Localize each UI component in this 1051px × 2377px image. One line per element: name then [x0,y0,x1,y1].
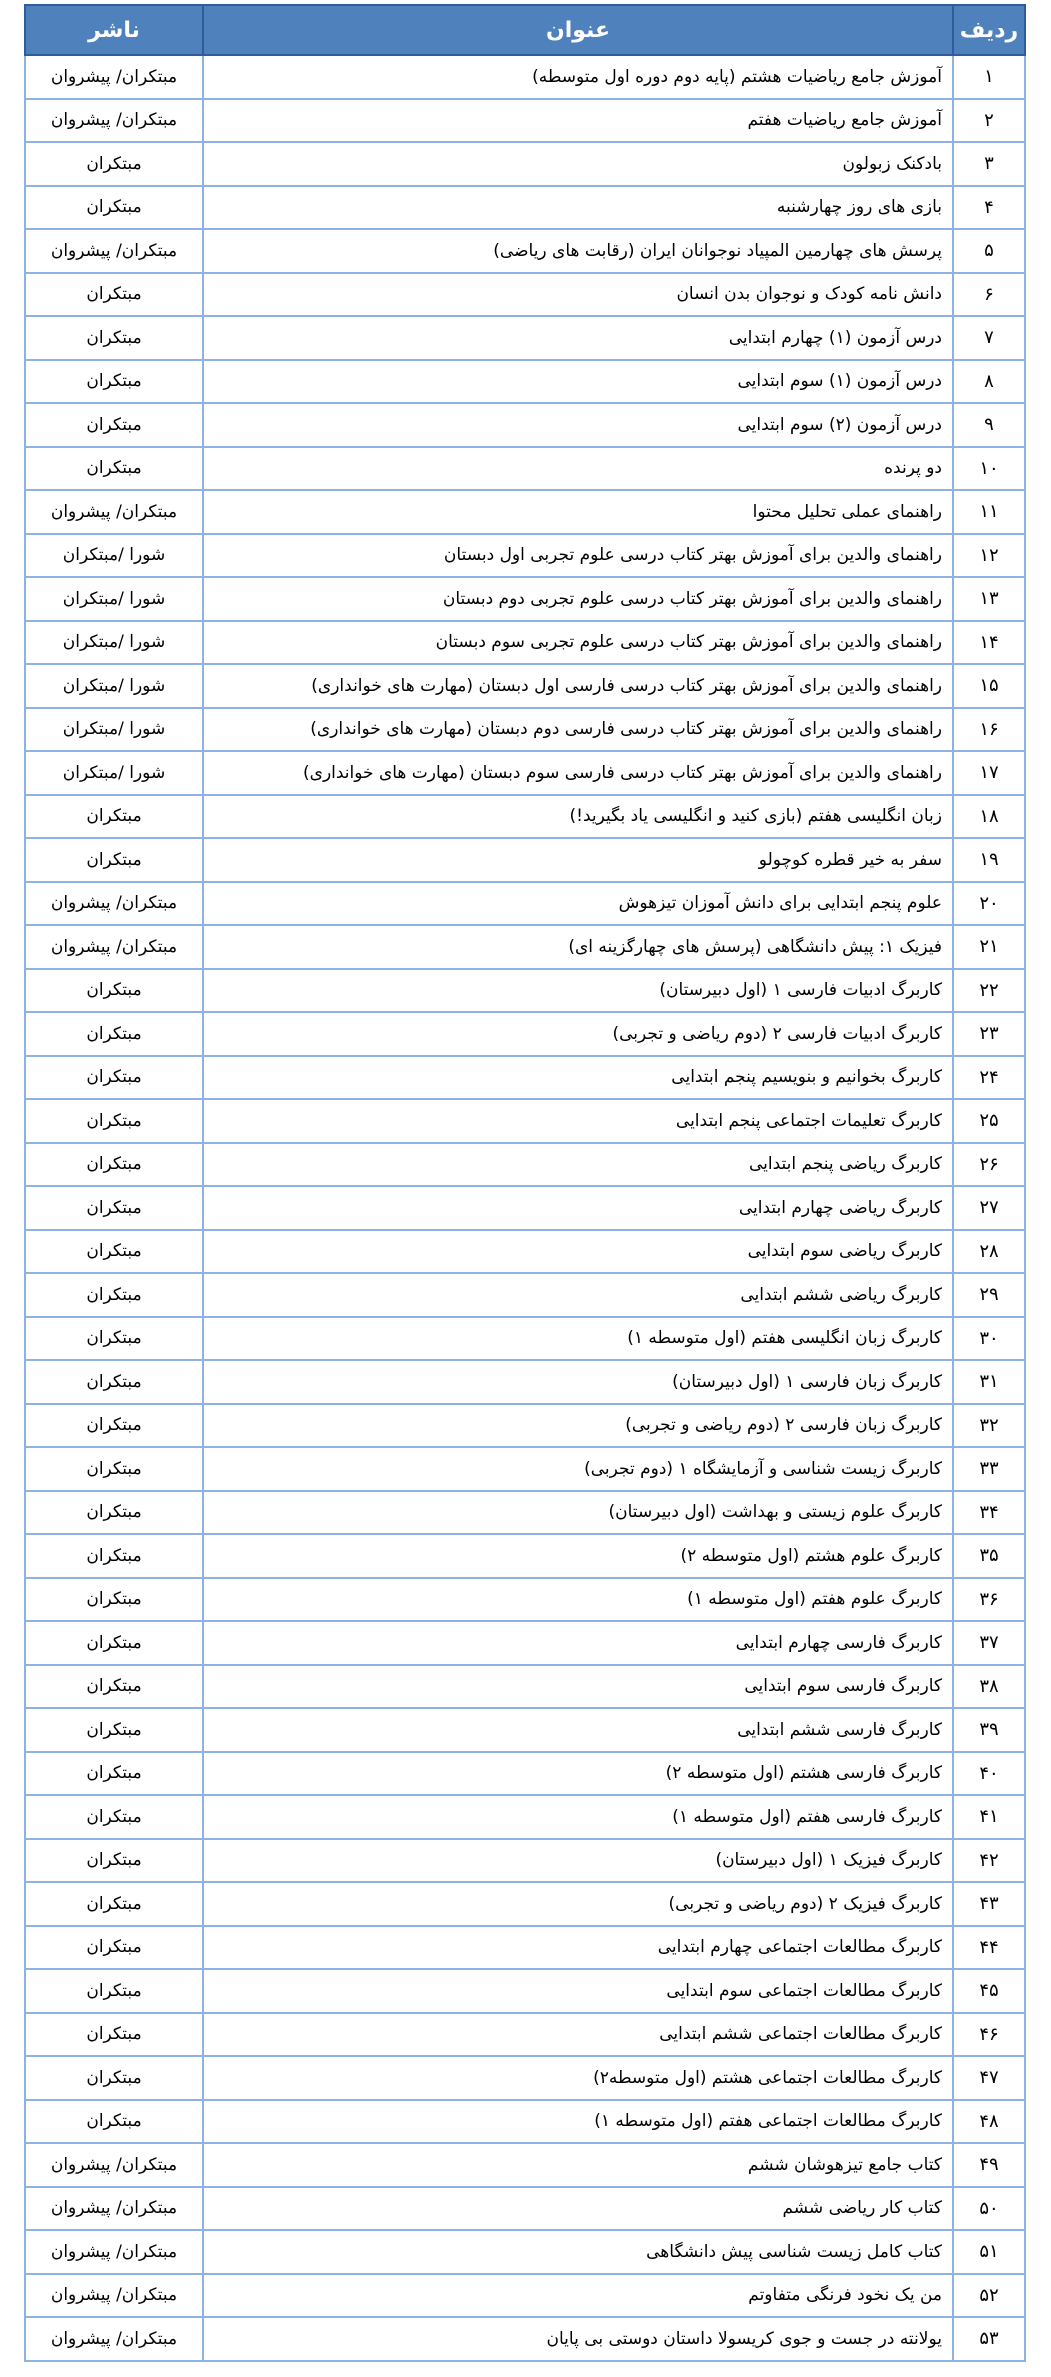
table-row [25,1578,1025,1622]
publisher-cell: مبتکران [25,316,203,360]
book-list-table-container [26,4,1026,2362]
row-number-cell: ۷ [953,316,1025,360]
publisher-cell: مبتکران [25,2056,203,2100]
publisher-cell: مبتکران [25,1708,203,1752]
row-number-cell: ۲ [953,99,1025,143]
row-number-cell: ۱۳ [953,577,1025,621]
publisher-cell: مبتکران/ پیشروان [25,2230,203,2274]
table-row [25,1186,1025,1230]
table-row [25,55,1025,99]
title-cell: کتاب کار ریاضی ششم [203,2187,953,2231]
publisher-cell: مبتکران [25,1143,203,1187]
title-cell: آموزش جامع ریاضیات هفتم [203,99,953,143]
title-cell: کاربرگ ادبیات فارسی ۲ (دوم ریاضی و تجربی) [203,1012,953,1056]
table-row [25,1708,1025,1752]
publisher-cell: مبتکران/ پیشروان [25,229,203,273]
table-row [25,1621,1025,1665]
title-cell: کاربرگ ادبیات فارسی ۱ (اول دبیرستان) [203,969,953,1013]
publisher-cell: شورا /مبتکران [25,621,203,665]
table-row [25,1752,1025,1796]
table-row [25,1012,1025,1056]
row-number-cell: ۲۹ [953,1273,1025,1317]
title-cell: راهنمای والدین برای آموزش بهتر کتاب درسی فارسی سوم دبستان (مهارت های خوانداری) [203,751,953,795]
table-row [25,577,1025,621]
row-number-cell: ۱۵ [953,664,1025,708]
title-cell: بادکنک زبولون [203,142,953,186]
row-number-cell: ۳۲ [953,1404,1025,1448]
table-row [25,316,1025,360]
publisher-cell: مبتکران [25,1056,203,1100]
table-row [25,751,1025,795]
publisher-cell: مبتکران [25,795,203,839]
publisher-cell: مبتکران [25,1752,203,1796]
publisher-cell: مبتکران [25,1099,203,1143]
title-cell: فیزیک ۱: پیش دانشگاهی (پرسش های چهارگزینه ای) [203,925,953,969]
row-number-cell: ۴۴ [953,1926,1025,1970]
row-number-cell: ۶ [953,273,1025,317]
publisher-cell: مبتکران/ پیشروان [25,2274,203,2318]
table-row [25,1534,1025,1578]
table-row [25,1926,1025,1970]
title-cell: کاربرگ تعلیمات اجتماعی پنجم ابتدایی [203,1099,953,1143]
publisher-cell: مبتکران [25,1926,203,1970]
table-body [25,55,1025,2361]
publisher-cell: مبتکران [25,1795,203,1839]
title-cell: کاربرگ ریاضی پنجم ابتدایی [203,1143,953,1187]
table-row [25,2230,1025,2274]
publisher-cell: مبتکران [25,1186,203,1230]
title-cell: کاربرگ مطالعات اجتماعی چهارم ابتدایی [203,1926,953,1970]
title-cell: راهنمای والدین برای آموزش بهتر کتاب درسی فارسی دوم دبستان (مهارت های خوانداری) [203,708,953,752]
publisher-cell: مبتکران/ پیشروان [25,2187,203,2231]
table-row [25,490,1025,534]
title-cell: کاربرگ مطالعات اجتماعی هفتم (اول متوسطه ۱) [203,2100,953,2144]
title-cell: آموزش جامع ریاضیات هشتم (پایه دوم دوره اول متوسطه) [203,55,953,99]
title-cell: بازی های روز چهارشنبه [203,186,953,230]
row-number-cell: ۲۵ [953,1099,1025,1143]
table-row [25,2056,1025,2100]
row-number-cell: ۳۳ [953,1447,1025,1491]
row-number-cell: ۴۱ [953,1795,1025,1839]
row-number-cell: ۱۸ [953,795,1025,839]
row-number-cell: ۵۲ [953,2274,1025,2318]
row-number-cell: ۲۰ [953,882,1025,926]
publisher-cell: شورا /مبتکران [25,751,203,795]
publisher-cell: شورا /مبتکران [25,534,203,578]
table-row [25,1839,1025,1883]
row-number-cell: ۴۶ [953,2013,1025,2057]
table-row [25,882,1025,926]
table-row [25,1795,1025,1839]
header-title: عنوان [203,5,953,55]
row-number-cell: ۳۶ [953,1578,1025,1622]
title-cell: کاربرگ مطالعات اجتماعی سوم ابتدایی [203,1969,953,2013]
book-list-table [24,4,1026,2362]
title-cell: من یک نخود فرنگی متفاوتم [203,2274,953,2318]
row-number-cell: ۵۱ [953,2230,1025,2274]
row-number-cell: ۵۳ [953,2317,1025,2361]
row-number-cell: ۳ [953,142,1025,186]
table-row [25,534,1025,578]
title-cell: درس آزمون (۱) چهارم ابتدایی [203,316,953,360]
row-number-cell: ۲۶ [953,1143,1025,1187]
table-row [25,1360,1025,1404]
publisher-cell: مبتکران [25,1404,203,1448]
table-row [25,1404,1025,1448]
publisher-cell: شورا /مبتکران [25,577,203,621]
publisher-cell: مبتکران/ پیشروان [25,490,203,534]
row-number-cell: ۲۸ [953,1230,1025,1274]
publisher-cell: مبتکران [25,1273,203,1317]
row-number-cell: ۴۰ [953,1752,1025,1796]
publisher-cell: مبتکران [25,1621,203,1665]
title-cell: راهنمای والدین برای آموزش بهتر کتاب درسی فارسی اول دبستان (مهارت های خوانداری) [203,664,953,708]
title-cell: دو پرنده [203,447,953,491]
row-number-cell: ۵ [953,229,1025,273]
table-row [25,2274,1025,2318]
table-row [25,1273,1025,1317]
title-cell: راهنمای عملی تحلیل محتوا [203,490,953,534]
publisher-cell: مبتکران [25,447,203,491]
title-cell: کاربرگ فارسی سوم ابتدایی [203,1665,953,1709]
publisher-cell: مبتکران/ پیشروان [25,2143,203,2187]
title-cell: کاربرگ مطالعات اجتماعی ششم ابتدایی [203,2013,953,2057]
publisher-cell: مبتکران [25,273,203,317]
row-number-cell: ۹ [953,403,1025,447]
row-number-cell: ۳۷ [953,1621,1025,1665]
table-header-row [25,5,1025,55]
row-number-cell: ۱۷ [953,751,1025,795]
table-row [25,2143,1025,2187]
row-number-cell: ۸ [953,360,1025,404]
row-number-cell: ۱۹ [953,838,1025,882]
title-cell: کاربرگ بخوانیم و بنویسیم پنجم ابتدایی [203,1056,953,1100]
row-number-cell: ۳۱ [953,1360,1025,1404]
title-cell: کتاب کامل زیست شناسی پیش دانشگاهی [203,2230,953,2274]
publisher-cell: مبتکران [25,403,203,447]
row-number-cell: ۳۰ [953,1317,1025,1361]
table-row [25,795,1025,839]
title-cell: کاربرگ فارسی ششم ابتدایی [203,1708,953,1752]
title-cell: کاربرگ زبان فارسی ۱ (اول دبیرستان) [203,1360,953,1404]
publisher-cell: مبتکران [25,1012,203,1056]
publisher-cell: مبتکران [25,1578,203,1622]
row-number-cell: ۲۲ [953,969,1025,1013]
title-cell: زبان انگلیسی هفتم (بازی کنید و انگلیسی یاد بگیرید!) [203,795,953,839]
row-number-cell: ۲۳ [953,1012,1025,1056]
row-number-cell: ۱۶ [953,708,1025,752]
row-number-cell: ۲۴ [953,1056,1025,1100]
title-cell: کاربرگ مطالعات اجتماعی هشتم (اول متوسطه۲) [203,2056,953,2100]
table-row [25,1882,1025,1926]
table-row [25,1143,1025,1187]
row-number-cell: ۴۸ [953,2100,1025,2144]
publisher-cell: مبتکران [25,1317,203,1361]
publisher-cell: مبتکران [25,969,203,1013]
publisher-cell: مبتکران [25,1882,203,1926]
table-row [25,403,1025,447]
title-cell: راهنمای والدین برای آموزش بهتر کتاب درسی علوم تجربی سوم دبستان [203,621,953,665]
row-number-cell: ۴۲ [953,1839,1025,1883]
title-cell: کاربرگ فیزیک ۱ (اول دبیرستان) [203,1839,953,1883]
publisher-cell: مبتکران [25,1534,203,1578]
table-row [25,2317,1025,2361]
row-number-cell: ۴۵ [953,1969,1025,2013]
row-number-cell: ۲۱ [953,925,1025,969]
row-number-cell: ۵۰ [953,2187,1025,2231]
header-publisher: ناشر [25,5,203,55]
title-cell: کتاب جامع تیزهوشان ششم [203,2143,953,2187]
publisher-cell: مبتکران/ پیشروان [25,99,203,143]
row-number-cell: ۴۳ [953,1882,1025,1926]
publisher-cell: مبتکران [25,1230,203,1274]
table-row [25,1969,1025,2013]
publisher-cell: مبتکران [25,142,203,186]
publisher-cell: مبتکران/ پیشروان [25,55,203,99]
table-row [25,2100,1025,2144]
row-number-cell: ۱۱ [953,490,1025,534]
title-cell: راهنمای والدین برای آموزش بهتر کتاب درسی علوم تجربی اول دبستان [203,534,953,578]
table-row [25,925,1025,969]
title-cell: کاربرگ فارسی هشتم (اول متوسطه ۲) [203,1752,953,1796]
table-row [25,273,1025,317]
table-row [25,1447,1025,1491]
publisher-cell: شورا /مبتکران [25,664,203,708]
row-number-cell: ۱۰ [953,447,1025,491]
header-row-number: ردیف [953,5,1025,55]
table-row [25,1230,1025,1274]
publisher-cell: مبتکران/ پیشروان [25,2317,203,2361]
publisher-cell: مبتکران [25,1447,203,1491]
table-row [25,664,1025,708]
table-row [25,447,1025,491]
publisher-cell: مبتکران [25,838,203,882]
title-cell: کاربرگ فارسی چهارم ابتدایی [203,1621,953,1665]
table-row [25,1665,1025,1709]
title-cell: کاربرگ علوم زیستی و بهداشت (اول دبیرستان) [203,1491,953,1535]
row-number-cell: ۳۵ [953,1534,1025,1578]
publisher-cell: مبتکران [25,1360,203,1404]
table-row [25,2013,1025,2057]
row-number-cell: ۳۹ [953,1708,1025,1752]
title-cell: درس آزمون (۲) سوم ابتدایی [203,403,953,447]
publisher-cell: مبتکران/ پیشروان [25,925,203,969]
row-number-cell: ۲۷ [953,1186,1025,1230]
table-row [25,360,1025,404]
title-cell: درس آزمون (۱) سوم ابتدایی [203,360,953,404]
title-cell: علوم پنجم ابتدایی برای دانش آموزان تیزهوش [203,882,953,926]
title-cell: کاربرگ ریاضی ششم ابتدایی [203,1273,953,1317]
publisher-cell: مبتکران [25,2013,203,2057]
table-row [25,229,1025,273]
row-number-cell: ۴۷ [953,2056,1025,2100]
row-number-cell: ۱۲ [953,534,1025,578]
row-number-cell: ۴۹ [953,2143,1025,2187]
title-cell: کاربرگ ریاضی سوم ابتدایی [203,1230,953,1274]
title-cell: پرسش های چهارمین المپیاد نوجوانان ایران (رقابت های ریاضی) [203,229,953,273]
title-cell: کاربرگ فیزیک ۲ (دوم ریاضی و تجربی) [203,1882,953,1926]
title-cell: کاربرگ ریاضی چهارم ابتدایی [203,1186,953,1230]
table-row [25,1491,1025,1535]
table-row [25,142,1025,186]
publisher-cell: مبتکران [25,1839,203,1883]
publisher-cell: مبتکران/ پیشروان [25,882,203,926]
table-row [25,838,1025,882]
title-cell: کاربرگ علوم هفتم (اول متوسطه ۱) [203,1578,953,1622]
row-number-cell: ۱ [953,55,1025,99]
row-number-cell: ۴ [953,186,1025,230]
table-row [25,99,1025,143]
title-cell: کاربرگ فارسی هفتم (اول متوسطه ۱) [203,1795,953,1839]
table-row [25,969,1025,1013]
publisher-cell: مبتکران [25,1969,203,2013]
row-number-cell: ۳۴ [953,1491,1025,1535]
table-row [25,1317,1025,1361]
table-row [25,2187,1025,2231]
title-cell: کاربرگ زبان انگلیسی هفتم (اول متوسطه ۱) [203,1317,953,1361]
publisher-cell: مبتکران [25,1665,203,1709]
title-cell: کاربرگ زیست شناسی و آزمایشگاه ۱ (دوم تجربی) [203,1447,953,1491]
title-cell: یولانته در جست و جوی کریسولا داستان دوستی بی پایان [203,2317,953,2361]
title-cell: دانش نامه کودک و نوجوان بدن انسان [203,273,953,317]
row-number-cell: ۳۸ [953,1665,1025,1709]
row-number-cell: ۱۴ [953,621,1025,665]
publisher-cell: مبتکران [25,360,203,404]
table-row [25,621,1025,665]
publisher-cell: مبتکران [25,1491,203,1535]
title-cell: کاربرگ زبان فارسی ۲ (دوم ریاضی و تجربی) [203,1404,953,1448]
table-row [25,708,1025,752]
table-row [25,1099,1025,1143]
title-cell: سفر به خیر قطره کوچولو [203,838,953,882]
title-cell: راهنمای والدین برای آموزش بهتر کتاب درسی علوم تجربی دوم دبستان [203,577,953,621]
publisher-cell: مبتکران [25,2100,203,2144]
title-cell: کاربرگ علوم هشتم (اول متوسطه ۲) [203,1534,953,1578]
publisher-cell: شورا /مبتکران [25,708,203,752]
table-row [25,1056,1025,1100]
table-row [25,186,1025,230]
publisher-cell: مبتکران [25,186,203,230]
